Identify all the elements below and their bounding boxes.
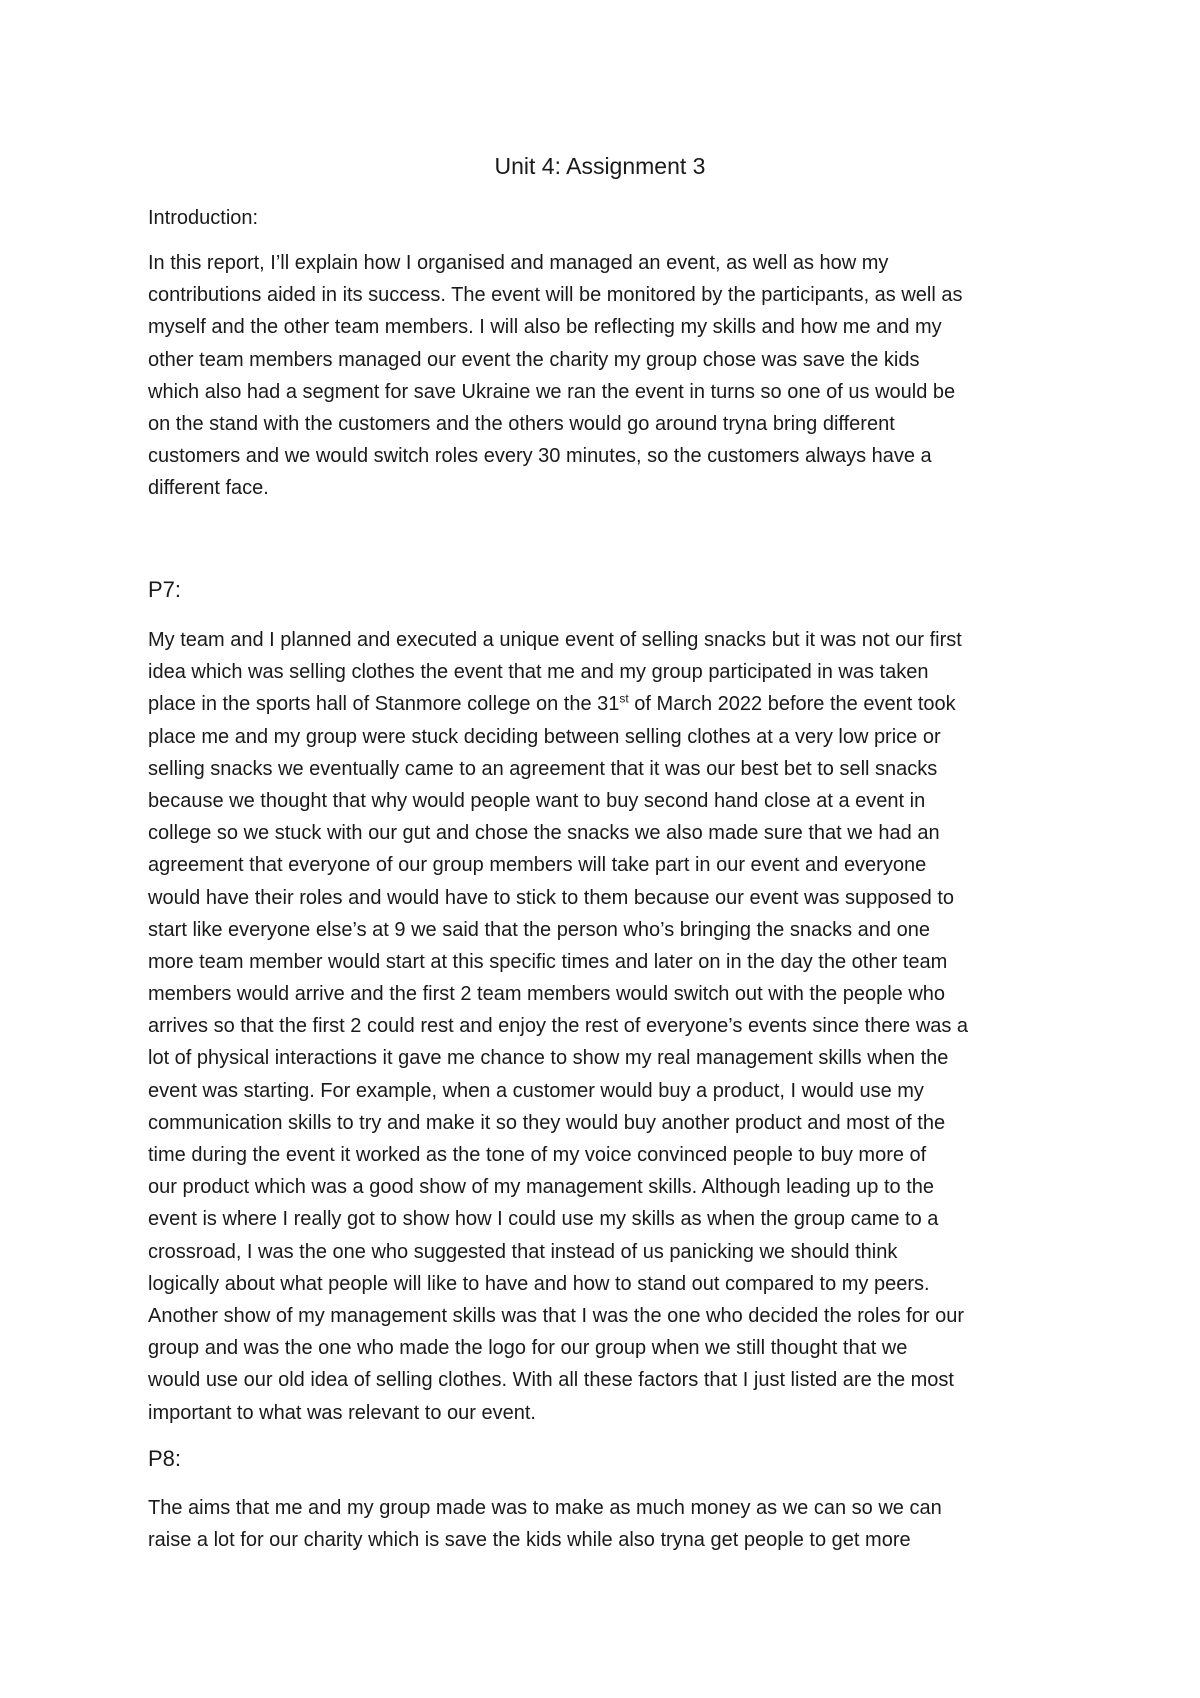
- text-line: event is where I really got to show how I could use my skills as when the group came to a: [148, 1208, 939, 1231]
- text-line: lot of physical interactions it gave me chance to show my real management skills when the: [148, 1047, 949, 1070]
- text-line: communication skills to try and make it so they would buy another product and most of the: [148, 1111, 946, 1134]
- text-line: members would arrive and the first 2 team members would switch out with the people who: [148, 983, 946, 1006]
- text-line: arrives so that the first 2 could rest and enjoy the rest of everyone’s events since there was a: [148, 1015, 969, 1038]
- text-line: college so we stuck with our gut and chose the snacks we also made sure that we had an: [148, 822, 940, 845]
- text-line: In this report, I’ll explain how I organised and managed an event, as well as how my: [148, 252, 889, 274]
- text-line: logically about what people will like to have and how to stand out compared to my peers.: [148, 1272, 930, 1295]
- p7-heading: P7:: [148, 577, 182, 602]
- text-line: My team and I planned and executed a unique event of selling snacks but it was not our first: [148, 629, 962, 651]
- text-line: would use our old idea of selling clothes. With all these factors that I just listed are the most: [148, 1369, 954, 1392]
- text-line: on the stand with the customers and the others would go around tryna bring different: [148, 412, 895, 435]
- text-line: crossroad, I was the one who suggested that instead of us panicking we should think: [148, 1240, 898, 1263]
- text-line: Another show of my management skills was that I was the one who decided the roles for our: [148, 1304, 964, 1327]
- text-line: more team member would start at this specific times and later on in the day the other team: [148, 950, 948, 973]
- text-line: customers and we would switch roles every 30 minutes, so the customers always have a: [148, 445, 932, 468]
- p8-paragraph: [148, 1492, 1068, 1556]
- text-line: because we thought that why would people want to buy second hand close at a event in: [148, 789, 926, 812]
- p7-paragraph: [148, 624, 1068, 1429]
- text-line: selling snacks we eventually came to an agreement that it was our best bet to sell snacks: [148, 757, 938, 780]
- text-line: place in the sports hall of Stanmore college on the 31st of March 2022 before the event took: [148, 691, 956, 716]
- text-line: agreement that everyone of our group members will take part in our event and everyone: [148, 854, 927, 877]
- text-line: start like everyone else’s at 9 we said that the person who’s bringing the snacks and one: [148, 918, 930, 941]
- text-line: our product which was a good show of my management skills. Although leading up to the: [148, 1176, 935, 1199]
- intro-heading: Introduction:: [148, 207, 259, 229]
- text-line: other team members managed our event the charity my group chose was save the kids: [148, 348, 920, 371]
- text-line: which also had a segment for save Ukraine we ran the event in turns so one of us would be: [148, 380, 956, 403]
- text-line: event was starting. For example, when a customer would buy a product, I would use my: [148, 1079, 924, 1102]
- text-line: place me and my group were stuck deciding between selling clothes at a very low price or: [148, 725, 941, 748]
- text-line: different face.: [148, 477, 269, 500]
- page-title: Unit 4: Assignment 3: [494, 153, 706, 179]
- text-line: idea which was selling clothes the event that me and my group participated in was taken: [148, 661, 929, 684]
- text-line: The aims that me and my group made was to make as much money as we can so we can: [148, 1497, 942, 1519]
- text-line: time during the event it worked as the tone of my voice convinced people to buy more of: [148, 1144, 927, 1166]
- intro-paragraph: [148, 247, 1068, 505]
- text-line: contributions aided in its success. The event will be monitored by the participants, as well as: [148, 284, 963, 307]
- text-line: myself and the other team members. I will also be reflecting my skills and how me and my: [148, 316, 942, 339]
- text-line: group and was the one who made the logo for our group when we still thought that we: [148, 1337, 908, 1360]
- text-line: raise a lot for our charity which is save the kids while also tryna get people to get more: [148, 1529, 911, 1552]
- text-line: important to what was relevant to our event.: [148, 1401, 536, 1424]
- text-line: would have their roles and would have to stick to them because our event was supposed to: [148, 886, 955, 909]
- p8-heading: P8:: [148, 1446, 182, 1471]
